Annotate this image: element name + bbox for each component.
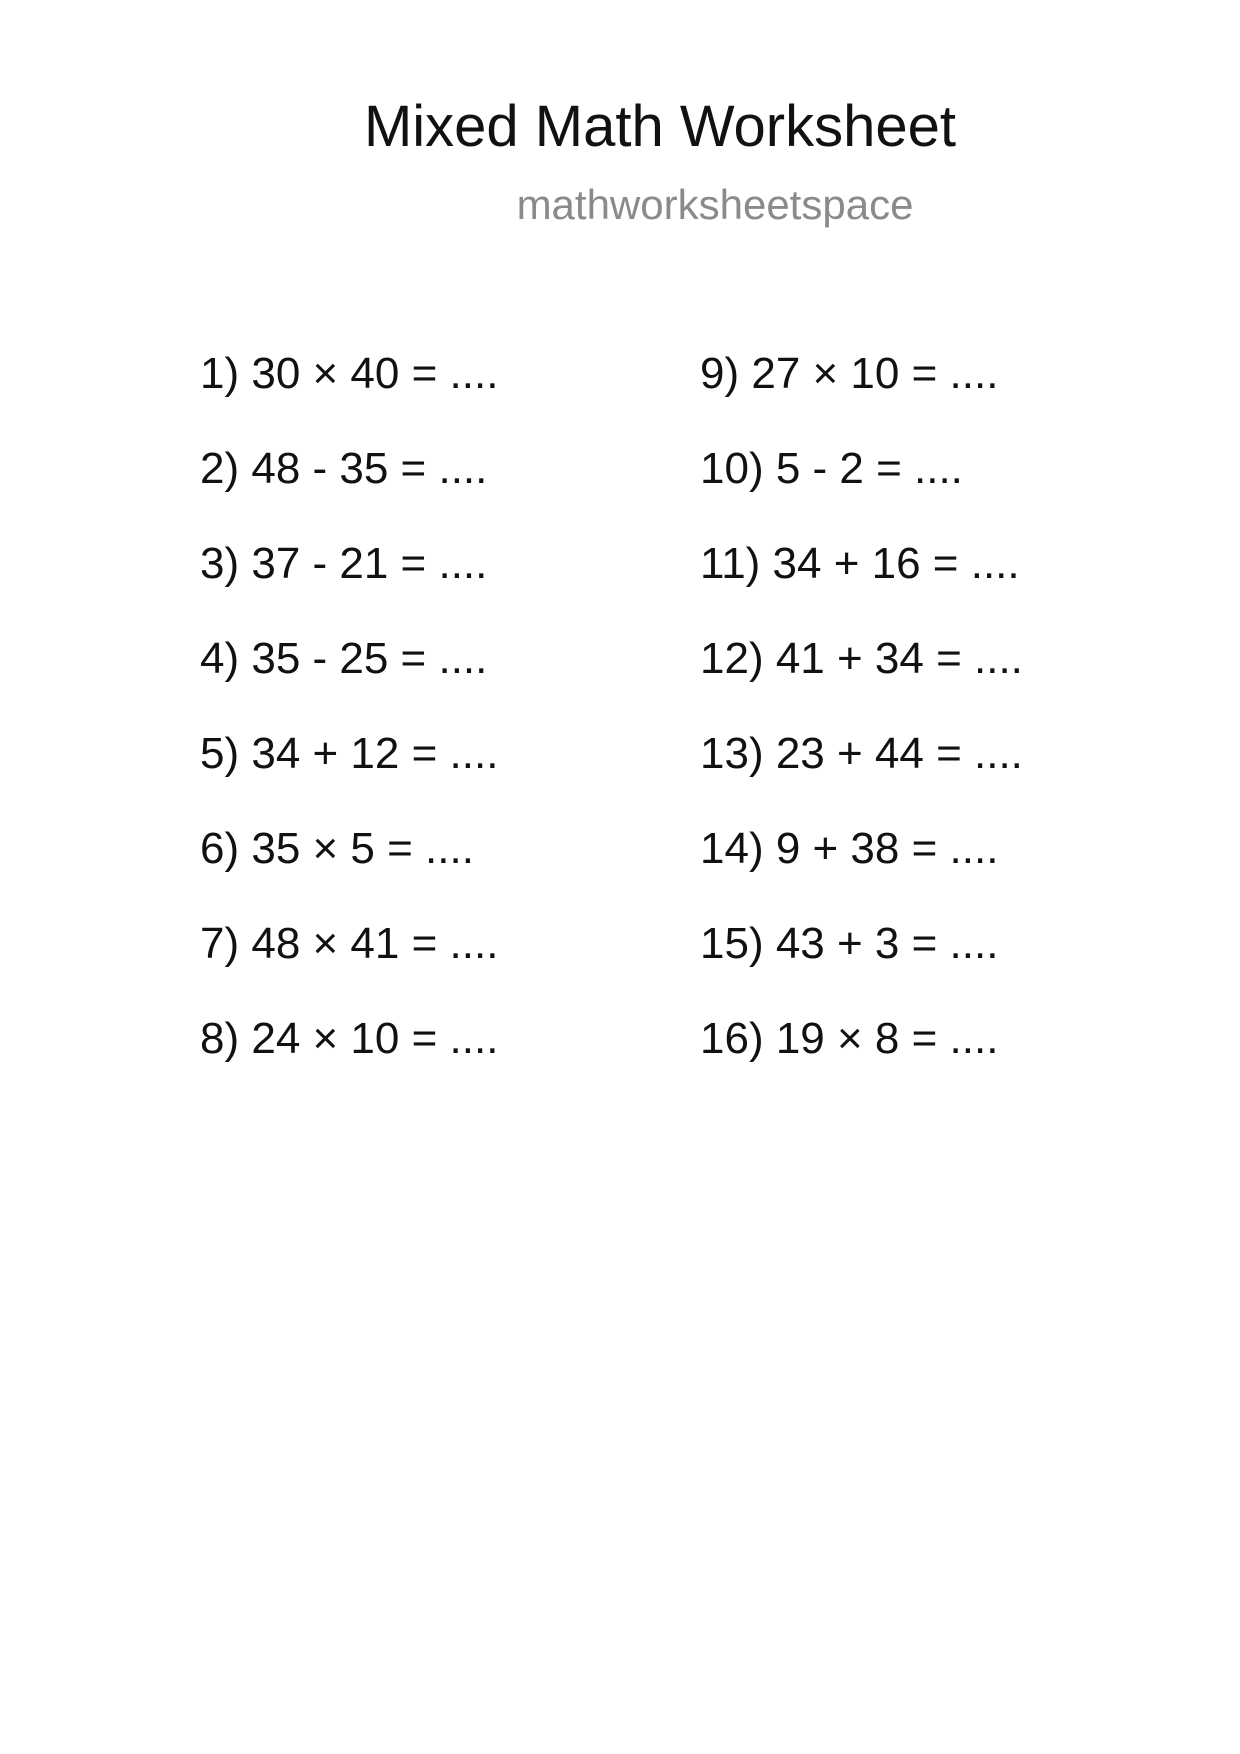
problem-item: 6) 35 × 5 = ....: [200, 824, 474, 873]
problem-item: 14) 9 + 38 = ....: [700, 824, 999, 873]
problem-item: 8) 24 × 10 = ....: [200, 1014, 499, 1063]
problem-item: 1) 30 × 40 = ....: [200, 349, 499, 398]
problem-item: 7) 48 × 41 = ....: [200, 919, 499, 968]
problems-column-right: [700, 349, 1023, 1112]
page-subtitle: mathworksheetspace: [516, 181, 914, 228]
problem-item: 15) 43 + 3 = ....: [700, 919, 999, 968]
problem-item: 9) 27 × 10 = ....: [700, 349, 999, 398]
problems-column-left: [200, 349, 499, 1112]
problem-item: 5) 34 + 12 = ....: [200, 729, 499, 778]
problem-item: 11) 34 + 16 = ....: [700, 539, 1020, 588]
problem-item: 13) 23 + 44 = ....: [700, 729, 1023, 778]
problem-item: 3) 37 - 21 = ....: [200, 539, 488, 588]
problem-item: 2) 48 - 35 = ....: [200, 444, 488, 493]
problem-item: 4) 35 - 25 = ....: [200, 634, 488, 683]
page-title: Mixed Math Worksheet: [363, 94, 957, 159]
problem-item: 12) 41 + 34 = ....: [700, 634, 1023, 683]
problem-item: 10) 5 - 2 = ....: [700, 444, 963, 493]
problem-item: 16) 19 × 8 = ....: [700, 1014, 999, 1063]
